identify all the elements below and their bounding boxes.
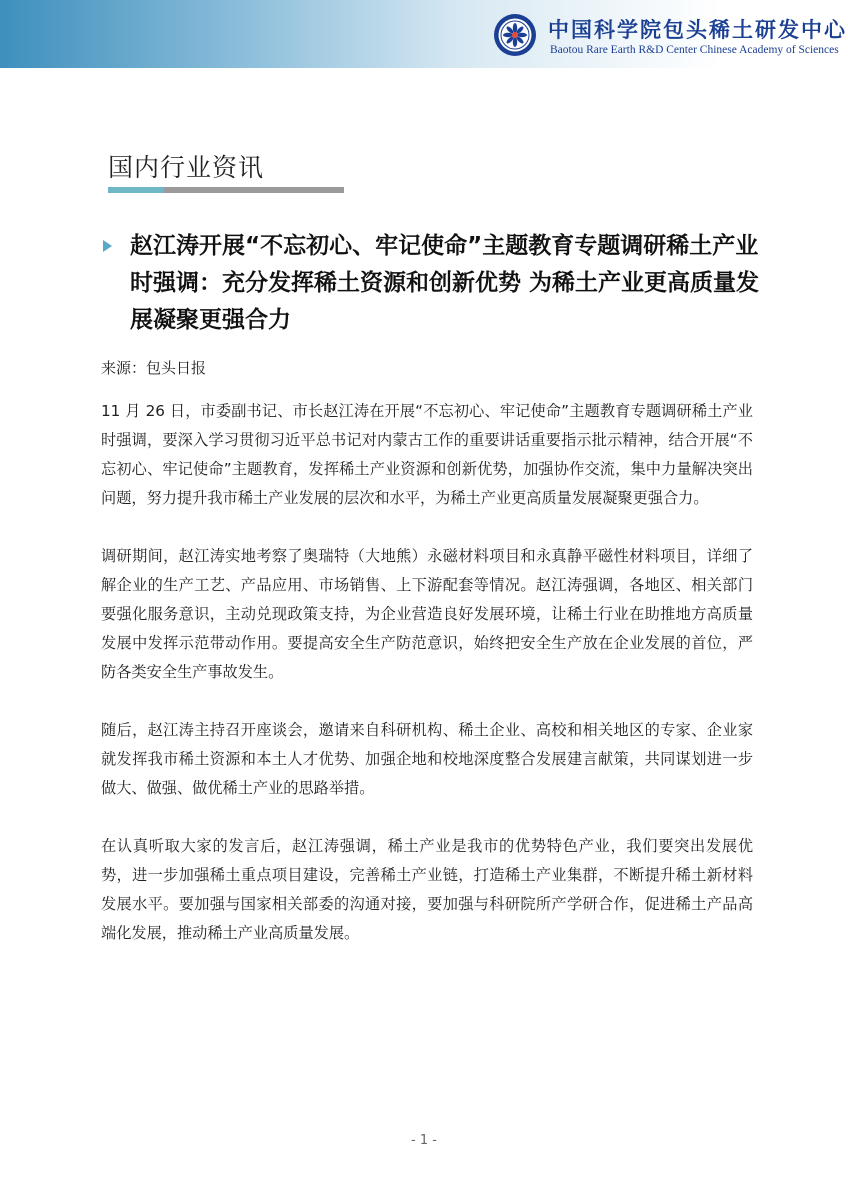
article-paragraph: 在认真听取大家的发言后，赵江涛强调，稀土产业是我市的优势特色产业，我们要突出发展优势，进一步加强稀土重点项目建设，完善稀土产业链，打造稀土产业集群，不断提升稀土新材料发展水平。要加强与国家相关部委的沟通对接，要加强与科研院所产学研合作，促进稀土产品高端化发展，推动稀土产业高质量发展。 — [101, 837, 753, 942]
cas-emblem-icon — [493, 13, 537, 57]
org-name-en: Baotou Rare Earth R&D Center Chinese Academy of Sciences — [550, 44, 839, 56]
section-title: 国内行业资讯 — [108, 153, 265, 182]
triangle-right-icon — [103, 240, 112, 252]
article-source: 来源：包头日报 — [101, 359, 207, 377]
article-title: 赵江涛开展“不忘初心、牢记使命”主题教育专题调研稀土产业时强调：充分发挥稀土资源和创新优势 为稀土产业更高质量发展凝聚更强合力 — [130, 233, 760, 333]
underline-rule — [164, 187, 344, 193]
article-paragraph: 随后，赵江涛主持召开座谈会，邀请来自科研机构、稀土企业、高校和相关地区的专家、企业家就发挥我市稀土资源和本土人才优势、加强企地和校地深度整合发展建言献策，共同谋划进一步做大、做强、做优稀土产业的思路举措。 — [101, 721, 753, 797]
page-number: - 1 - — [411, 1133, 437, 1148]
section-underline — [108, 187, 344, 193]
org-name-cn: 中国科学院包头稀土研发中心 — [548, 17, 847, 42]
article-paragraph: 调研期间，赵江涛实地考察了奥瑞特（大地熊）永磁材料项目和永真静平磁性材料项目，详细了解企业的生产工艺、产品应用、市场销售、上下游配套等情况。赵江涛强调，各地区、相关部门要强化服务意识，主动兑现政策支持，为企业营造良好发展环境，让稀土行业在助推地方高质量发展中发挥示范带动作用。要提高安全生产防范意识，始终把安全生产放在企业发展的首位，严防各类安全生产事故发生。 — [101, 547, 753, 681]
underline-accent — [108, 187, 164, 193]
article-body — [101, 397, 753, 977]
article-paragraph: 11 月 26 日，市委副书记、市长赵江涛在开展“不忘初心、牢记使命”主题教育专题调研稀土产业时强调，要深入学习贯彻习近平总书记对内蒙古工作的重要讲话重要指示批示精神，结合开展“不忘初心、牢记使命”主题教育，发挥稀土产业资源和创新优势，加强协作交流，集中力量解决突出问题，努力提升我市稀土产业发展的层次和水平，为稀土产业更高质量发展凝聚更强合力。 — [101, 402, 753, 507]
